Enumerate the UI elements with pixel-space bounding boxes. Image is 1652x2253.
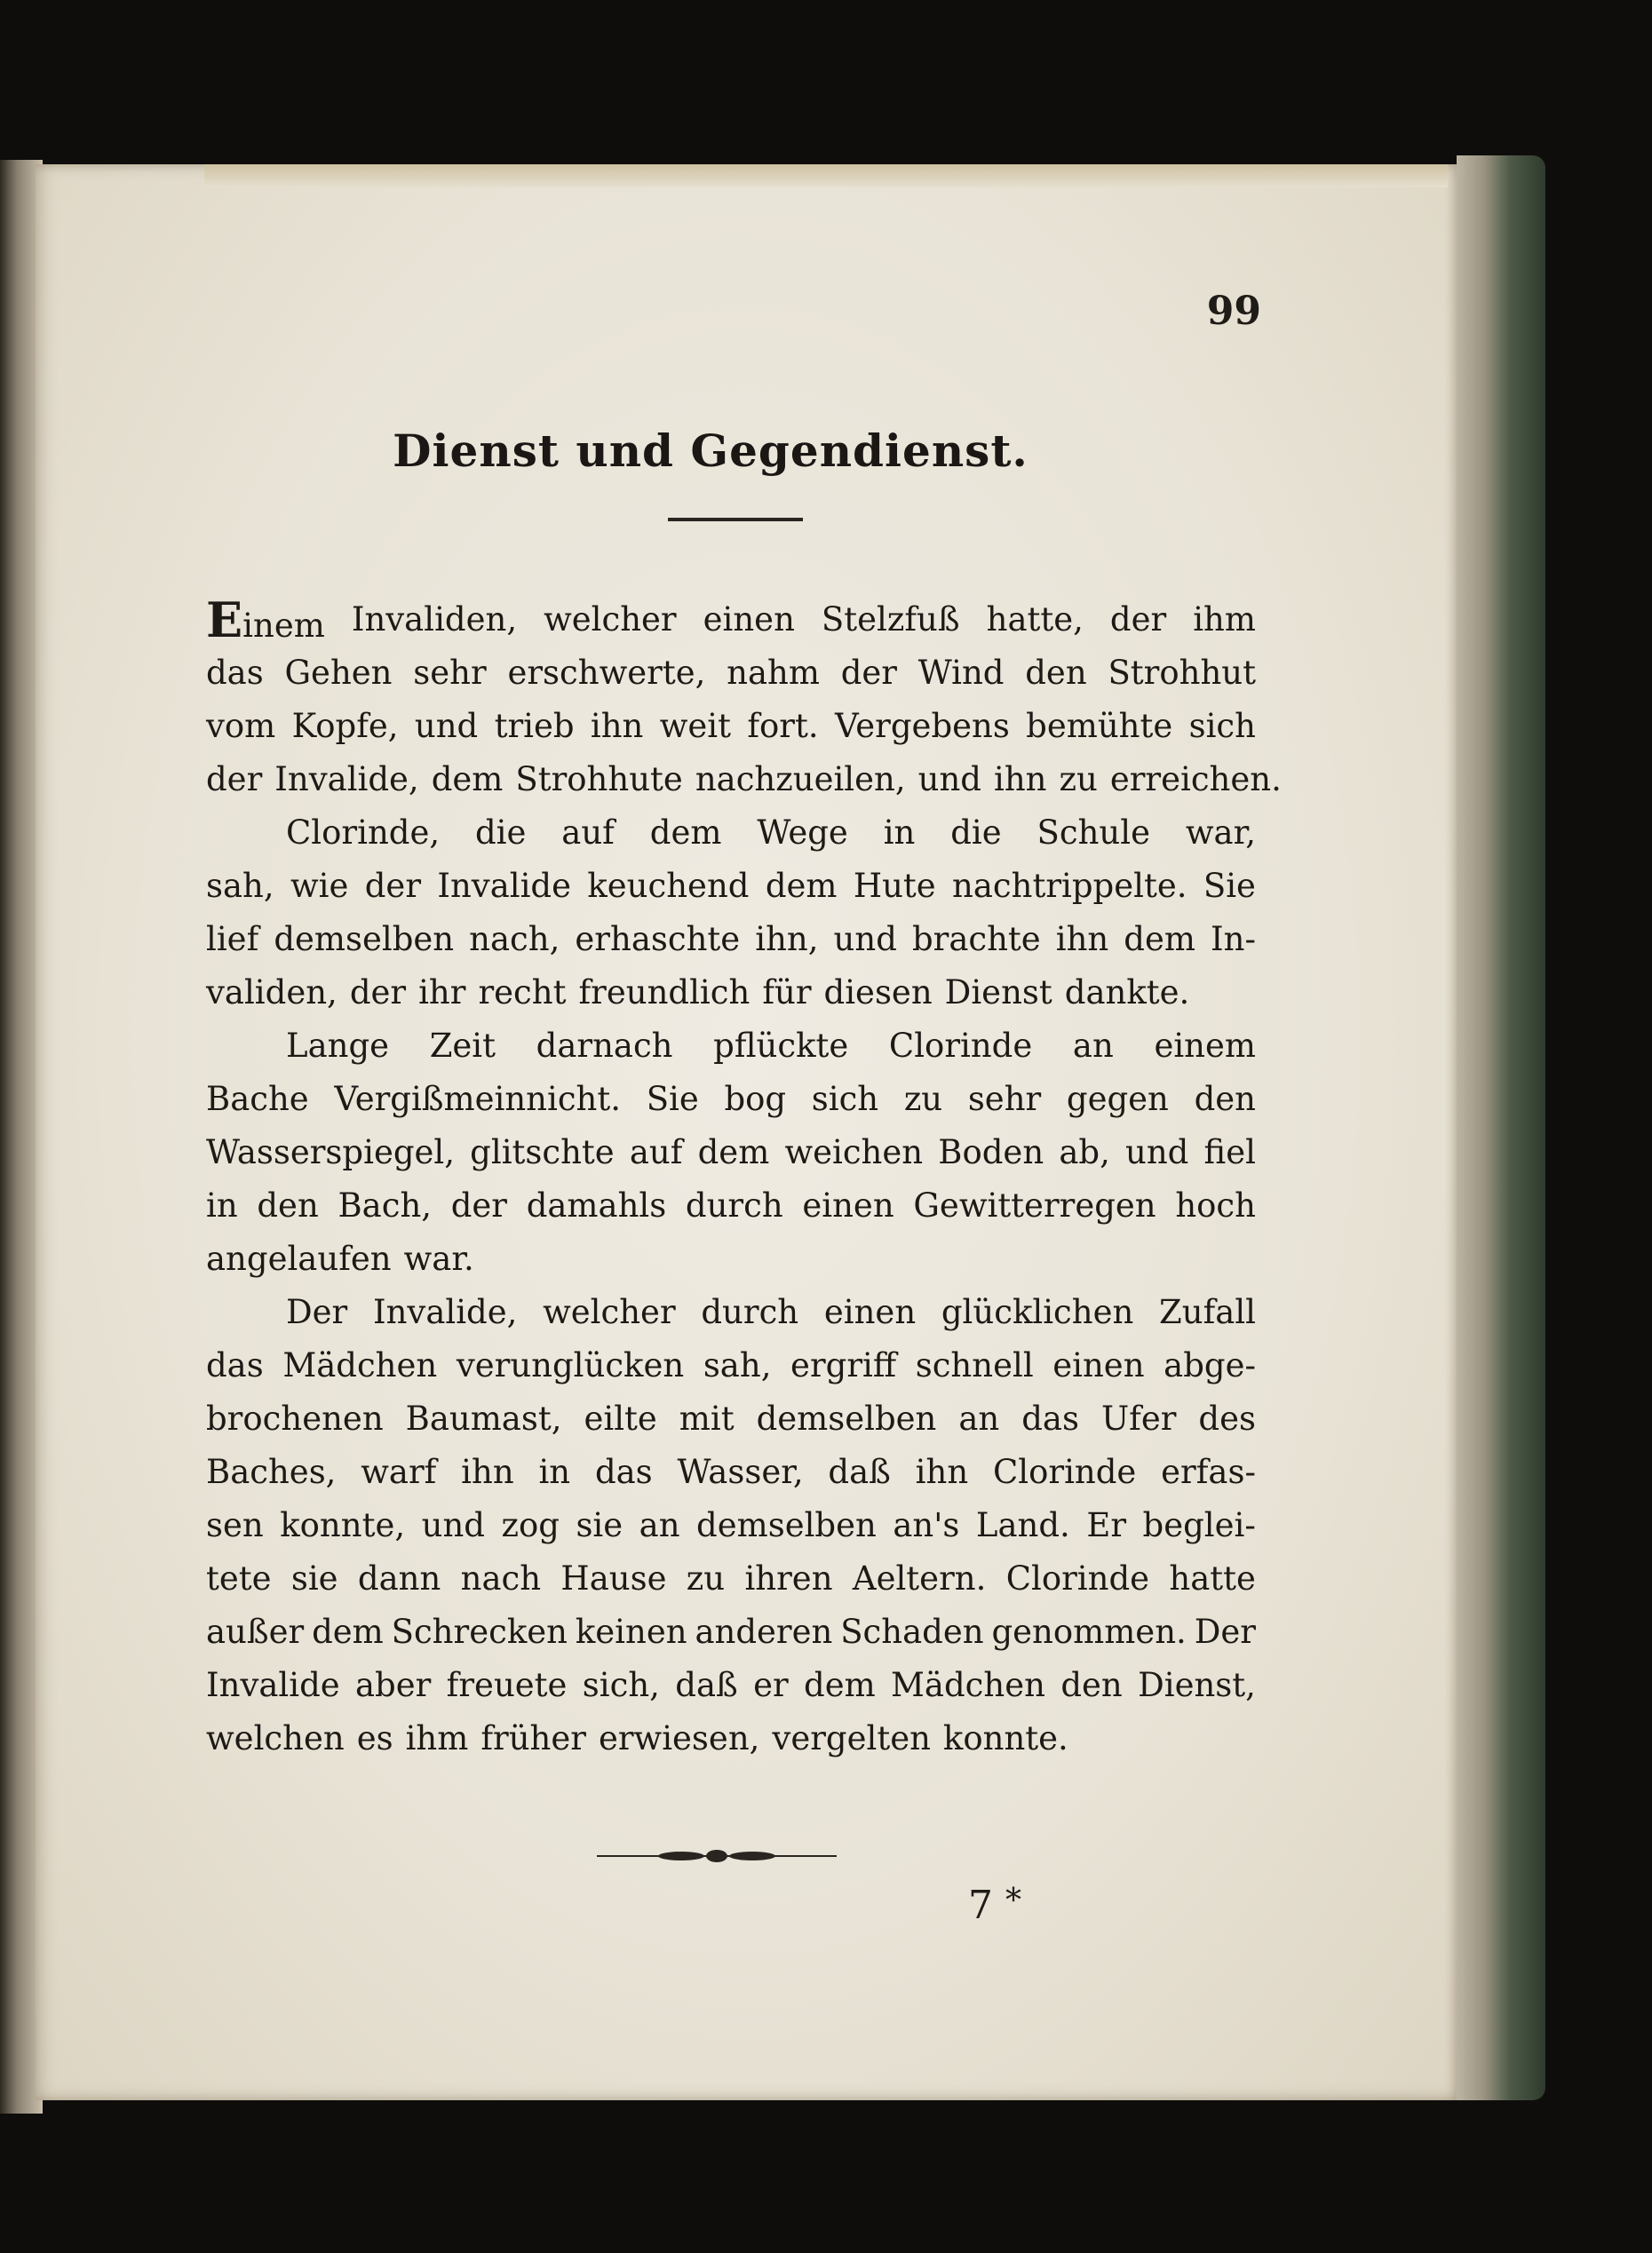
word: Gehen xyxy=(284,654,393,692)
word: dem xyxy=(1124,920,1195,958)
word: in xyxy=(538,1453,571,1491)
word: und xyxy=(833,920,897,958)
word: einem xyxy=(1154,1027,1256,1065)
page-number: 99 xyxy=(1206,289,1261,334)
word: Der xyxy=(1194,1613,1256,1651)
word: lief xyxy=(206,920,259,958)
body-text xyxy=(206,591,1282,1765)
text-line xyxy=(206,1019,1256,1073)
text-line xyxy=(206,1659,1256,1712)
word: das xyxy=(594,1453,653,1491)
word: sehr xyxy=(413,654,487,692)
word: zu xyxy=(903,1080,943,1118)
word: war, xyxy=(1185,813,1256,852)
word: glücklichen xyxy=(941,1293,1134,1331)
word: an xyxy=(958,1400,1000,1438)
word: dem xyxy=(765,867,838,905)
drop-cap: E xyxy=(206,591,243,648)
word: an xyxy=(639,1506,680,1544)
word: Aeltern. xyxy=(852,1559,987,1598)
word: Strohhut xyxy=(1108,654,1256,692)
word: keinen xyxy=(575,1613,687,1651)
text-line xyxy=(206,1712,1256,1765)
word: verunglücken xyxy=(456,1346,685,1384)
word: Zeit xyxy=(429,1027,496,1065)
text-line xyxy=(206,1179,1256,1233)
word: es xyxy=(356,1719,393,1757)
word: nahm xyxy=(727,654,820,692)
text-line xyxy=(206,1606,1256,1659)
word: bog xyxy=(724,1080,787,1118)
word: Baumast, xyxy=(405,1400,562,1438)
word: Invalide, xyxy=(372,1293,518,1331)
word: schnell xyxy=(915,1346,1034,1384)
word: Stelzfuß xyxy=(821,600,960,639)
word: sie xyxy=(576,1506,623,1544)
word: sich xyxy=(1188,707,1256,745)
word: vergelten xyxy=(772,1719,931,1757)
word: auf xyxy=(629,1133,683,1171)
word: Mädchen xyxy=(282,1346,438,1384)
word: die xyxy=(475,813,527,852)
word: sich, xyxy=(582,1666,660,1704)
word: Bach, xyxy=(338,1186,433,1225)
word: validen, xyxy=(206,973,338,1011)
word: Schule xyxy=(1036,813,1150,852)
text-line xyxy=(206,1233,1256,1286)
word: ab, xyxy=(1059,1133,1110,1171)
word: in xyxy=(206,1186,238,1225)
book-cover-right xyxy=(1457,155,1545,2100)
word: den xyxy=(1194,1080,1256,1118)
word: Wasserspiegel, xyxy=(206,1133,456,1171)
word: gegen xyxy=(1066,1080,1169,1118)
word: ihr xyxy=(418,973,466,1011)
text-line xyxy=(206,806,1256,860)
word: der xyxy=(840,654,897,692)
word: Wege xyxy=(757,813,848,852)
word: nachtrippelte. xyxy=(952,867,1187,905)
word: Bache xyxy=(206,1080,309,1118)
word: sehr xyxy=(967,1080,1042,1118)
word: auf xyxy=(561,813,615,852)
word: und xyxy=(421,1506,485,1544)
word: und xyxy=(1125,1133,1189,1171)
text-line xyxy=(206,1499,1256,1552)
word: glitschte xyxy=(470,1133,615,1171)
word: des xyxy=(1198,1400,1256,1438)
word: ihm xyxy=(1193,600,1256,639)
page-top-discoloration xyxy=(204,164,1448,187)
word: genommen. xyxy=(991,1613,1187,1651)
word: Invalide xyxy=(437,867,572,905)
word: erschwerte, xyxy=(507,654,706,692)
word: trieb xyxy=(494,707,575,745)
word: den xyxy=(1025,654,1087,692)
end-ornament xyxy=(597,1845,837,1867)
word: ihn xyxy=(994,760,1047,798)
word: konnte. xyxy=(942,1719,1068,1757)
word: recht xyxy=(478,973,567,1011)
word: einen xyxy=(823,1293,917,1331)
word: Dienst, xyxy=(1138,1666,1256,1704)
text-line xyxy=(206,1552,1256,1606)
word: nach xyxy=(460,1559,542,1598)
word: nach, xyxy=(469,920,560,958)
word: sich xyxy=(811,1080,879,1118)
word: beglei- xyxy=(1142,1506,1256,1544)
word: Dienst xyxy=(944,973,1052,1011)
word: Gewitterregen xyxy=(913,1186,1156,1225)
word: tete xyxy=(206,1559,272,1598)
word: an xyxy=(1072,1027,1114,1065)
word: zu xyxy=(686,1559,726,1598)
signature-star: * xyxy=(1005,1883,1021,1919)
text-line xyxy=(206,966,1256,1019)
word: Clorinde xyxy=(992,1453,1137,1491)
word: früher xyxy=(481,1719,586,1757)
word: Mädchen xyxy=(891,1666,1045,1704)
word: brachte xyxy=(911,920,1041,958)
word: In- xyxy=(1211,920,1256,958)
word: der xyxy=(206,760,263,798)
word: Hause xyxy=(560,1559,667,1598)
word: weichen xyxy=(784,1133,924,1171)
word: anderen xyxy=(695,1613,833,1651)
word: brochenen xyxy=(206,1400,384,1438)
text-line xyxy=(206,1286,1256,1339)
word: Strohhute xyxy=(515,760,683,798)
word: aber xyxy=(355,1666,432,1704)
word: eilte xyxy=(584,1400,657,1438)
word: erreichen. xyxy=(1109,760,1282,798)
word: Wind xyxy=(917,654,1005,692)
word: ergriff xyxy=(790,1346,897,1384)
word: und xyxy=(917,760,981,798)
word: dem xyxy=(804,1666,876,1704)
word: das xyxy=(1021,1400,1079,1438)
word: mit xyxy=(679,1400,735,1438)
word: Sie xyxy=(1203,867,1256,905)
word: er xyxy=(753,1666,789,1704)
word: erwiesen, xyxy=(598,1719,760,1757)
word: dankte. xyxy=(1064,973,1190,1011)
word: pflückte xyxy=(713,1027,849,1065)
word: Schaden xyxy=(840,1613,984,1651)
word: Invaliden, xyxy=(351,600,518,639)
word: Baches, xyxy=(206,1453,337,1491)
word: bemühte xyxy=(1026,707,1173,745)
word: fort. xyxy=(747,707,819,745)
word: Clorinde xyxy=(1005,1559,1150,1598)
word: Vergebens xyxy=(834,707,1010,745)
word: erhaschte xyxy=(575,920,741,958)
word: Lange xyxy=(286,1027,390,1065)
word: Invalide xyxy=(206,1666,340,1704)
word: konnte, xyxy=(280,1506,406,1544)
word: einen xyxy=(802,1186,894,1225)
word: sie xyxy=(290,1559,338,1598)
word: Einem xyxy=(206,591,325,648)
word: demselben xyxy=(756,1400,937,1438)
word: ihn xyxy=(461,1453,514,1491)
word: den xyxy=(1060,1666,1123,1704)
word: wie xyxy=(290,867,349,905)
word: erfas- xyxy=(1161,1453,1256,1491)
word: an's xyxy=(893,1506,960,1544)
word: dem xyxy=(431,760,504,798)
text-line xyxy=(206,860,1256,913)
word: außer xyxy=(206,1613,305,1651)
word: ihm xyxy=(405,1719,469,1757)
word: Kopfe, xyxy=(291,707,399,745)
word: für xyxy=(762,973,812,1011)
word: Clorinde, xyxy=(286,813,441,852)
word: Invalide, xyxy=(274,760,419,798)
word: durch xyxy=(701,1293,799,1331)
word: ihn xyxy=(915,1453,969,1491)
word: Clorinde xyxy=(888,1027,1033,1065)
word: einen xyxy=(703,600,795,639)
word: darnach xyxy=(536,1027,673,1065)
word: nachzueilen, xyxy=(695,760,906,798)
word: Schrecken xyxy=(391,1613,568,1651)
word: Boden xyxy=(938,1133,1044,1171)
word: keuchend xyxy=(587,867,750,905)
title-rule xyxy=(668,518,803,521)
word: sen xyxy=(206,1506,264,1544)
word: Ufer xyxy=(1100,1400,1177,1438)
word: sah, xyxy=(703,1346,772,1384)
word: freundlich xyxy=(578,973,751,1011)
word: das xyxy=(206,1346,264,1384)
word: demselben xyxy=(274,920,455,958)
text-line xyxy=(206,913,1256,966)
word: zu xyxy=(1059,760,1098,798)
word: hatte, xyxy=(986,600,1084,639)
word: den xyxy=(257,1186,319,1225)
word: und xyxy=(414,707,479,745)
word: dann xyxy=(357,1559,441,1598)
word: das xyxy=(206,654,264,692)
word: daß xyxy=(828,1453,891,1491)
word: ihn xyxy=(590,707,644,745)
word: war. xyxy=(403,1240,474,1278)
word: Zufall xyxy=(1159,1293,1256,1331)
word: der xyxy=(450,1186,507,1225)
word: daß xyxy=(675,1666,738,1704)
word: der xyxy=(1109,600,1167,639)
text-line xyxy=(206,647,1256,700)
word: hatte xyxy=(1169,1559,1256,1598)
word: Er xyxy=(1086,1506,1127,1544)
word: welcher xyxy=(544,600,677,639)
text-line xyxy=(206,1392,1256,1446)
text-line xyxy=(206,753,1282,806)
text-line xyxy=(206,1339,1256,1392)
word: abge- xyxy=(1164,1346,1256,1384)
signature-number: 7 xyxy=(968,1883,993,1928)
word: dem xyxy=(649,813,722,852)
word: ihn xyxy=(1055,920,1109,958)
word: angelaufen xyxy=(206,1240,392,1278)
word: dem xyxy=(697,1133,770,1171)
text-line xyxy=(206,700,1256,753)
word: Land. xyxy=(975,1506,1070,1544)
word: Vergißmeinnicht. xyxy=(334,1080,622,1118)
word: diesen xyxy=(823,973,933,1011)
text-line xyxy=(206,1126,1256,1179)
word: Der xyxy=(286,1293,348,1331)
word: einen xyxy=(1052,1346,1145,1384)
word: ihren xyxy=(744,1559,833,1598)
word: ihn, xyxy=(755,920,819,958)
word: vom xyxy=(206,707,276,745)
word: Hute xyxy=(853,867,936,905)
text-line xyxy=(206,1446,1256,1499)
word: Sie xyxy=(646,1080,699,1118)
text-line xyxy=(206,593,1256,647)
word: die xyxy=(950,813,1002,852)
text-line xyxy=(206,1073,1256,1126)
word: weit xyxy=(659,707,731,745)
word: demselben xyxy=(696,1506,877,1544)
word: fiel xyxy=(1203,1133,1256,1171)
word: dem xyxy=(312,1613,384,1651)
word: in xyxy=(883,813,916,852)
word: welcher xyxy=(543,1293,676,1331)
word: freuete xyxy=(446,1666,568,1704)
word: damahls xyxy=(526,1186,667,1225)
word: der xyxy=(349,973,407,1011)
word: durch xyxy=(685,1186,783,1225)
chapter-title: Dienst und Gegendienst. xyxy=(393,424,1029,477)
word: welchen xyxy=(206,1719,345,1757)
word: zog xyxy=(501,1506,560,1544)
word: Wasser, xyxy=(677,1453,804,1491)
word: der xyxy=(364,867,422,905)
word: warf xyxy=(361,1453,437,1491)
word: hoch xyxy=(1175,1186,1256,1225)
signature-mark xyxy=(968,1883,1021,1928)
word: sah, xyxy=(206,867,274,905)
